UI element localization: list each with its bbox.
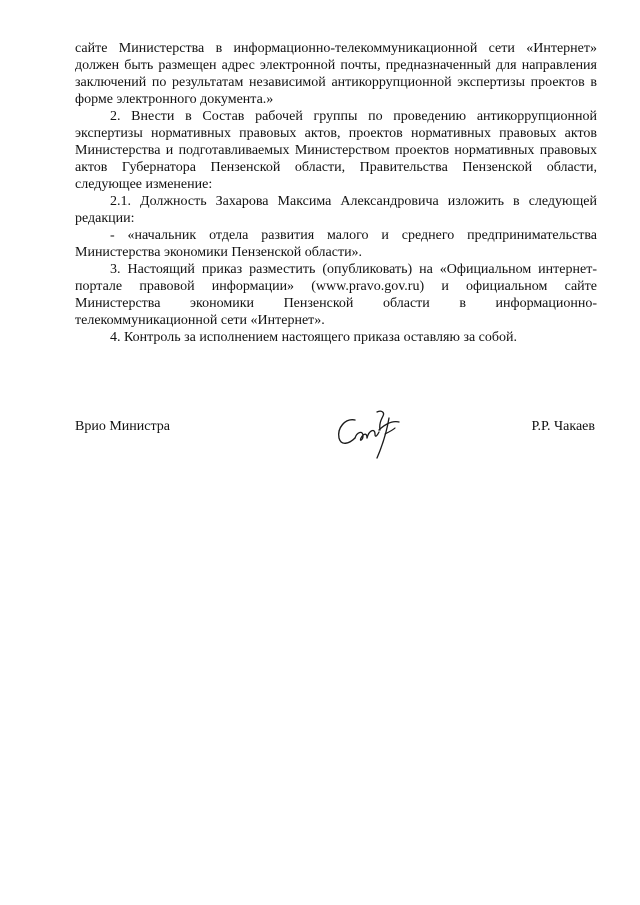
handwritten-signature-icon xyxy=(333,408,413,466)
signature-block xyxy=(75,412,597,472)
paragraph-item-2-1: 2.1. Должность Захарова Максима Александровича изложить в следующей редакции: xyxy=(75,194,597,226)
paragraph-new-wording: - «начальник отдела развития малого и среднего предпринимательства Министерства экономики Пензенской области». xyxy=(75,228,597,260)
paragraph-continuation: сайте Министерства в информационно-телекоммуникационной сети «Интернет» должен быть размещен адрес электронной почты, предназначенный для направления заключений по результатам независимой антикоррупционной экспертизы проектов в форме электронного документа.» xyxy=(75,41,597,107)
signatory-position: Врио Министра xyxy=(75,419,170,434)
document-body xyxy=(75,40,597,346)
paragraph-item-2: 2. Внести в Состав рабочей группы по проведению антикоррупционной экспертизы нормативных правовых актов, проектов нормативных правовых актов Министерства и подготавливаемых Министерством проектов нормативных правовых актов Губернатора Пензенской области, Правительства Пензенской области, следующее изменение: xyxy=(75,109,597,192)
paragraph-item-4: 4. Контроль за исполнением настоящего приказа оставляю за собой. xyxy=(110,330,518,345)
paragraph-item-3: 3. Настоящий приказ разместить (опубликовать) на «Официальном интернет-портале правовой информации» (www.pravo.gov.ru) и официальном сайте Министерства экономики Пензенской области в информационно-телекоммуникационной сети «Интернет». xyxy=(75,262,597,328)
signatory-name: Р.Р. Чакаев xyxy=(531,419,595,434)
